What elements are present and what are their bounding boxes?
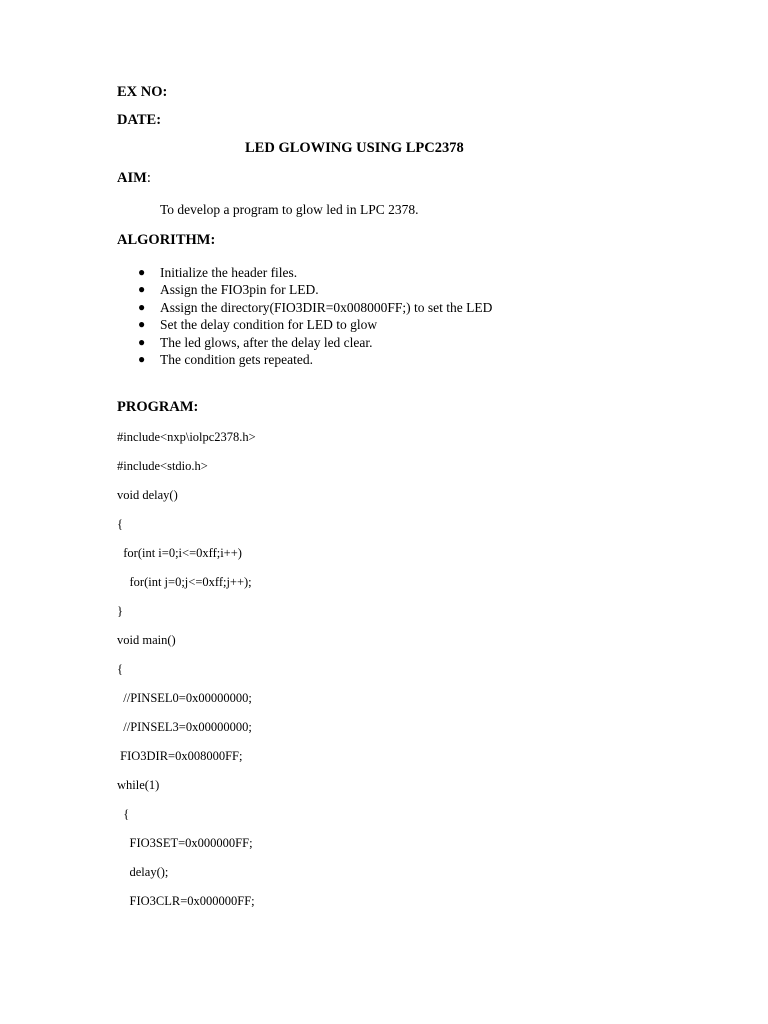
aim-colon: :	[146, 170, 151, 186]
document-title: LED GLOWING USING LPC2378	[245, 140, 464, 156]
bullet-icon: ●	[138, 282, 146, 297]
bullet-icon: ●	[138, 317, 146, 332]
code-line: #include<stdio.h>	[117, 459, 208, 473]
code-line: //PINSEL0=0x00000000;	[117, 691, 252, 705]
algorithm-step: Initialize the header files.	[160, 265, 298, 280]
code-line: FIO3SET=0x000000FF;	[117, 836, 253, 850]
code-line: {	[117, 517, 123, 531]
code-line: FIO3CLR=0x000000FF;	[117, 894, 255, 908]
code-line: {	[117, 662, 123, 676]
list-item	[134, 351, 492, 368]
aim-label: AIM	[117, 170, 147, 186]
list-item	[134, 316, 492, 333]
bullet-icon: ●	[138, 265, 146, 279]
code-line: delay();	[117, 865, 169, 879]
algorithm-heading: ALGORITHM:	[117, 232, 216, 248]
list-item	[134, 264, 492, 281]
code-line: }	[117, 604, 123, 618]
algorithm-step: Assign the FIO3pin for LED.	[160, 282, 319, 298]
program-heading: PROGRAM:	[117, 399, 199, 415]
algorithm-step: Set the delay condition for LED to glow	[160, 317, 378, 333]
list-item	[134, 334, 492, 351]
code-line: void main()	[117, 633, 176, 647]
algorithm-step: Assign the directory(FIO3DIR=0x008000FF;) to set the LED	[160, 299, 493, 315]
aim-text: To develop a program to glow led in LPC 2378.	[160, 202, 419, 217]
code-line: FIO3DIR=0x008000FF;	[117, 749, 243, 763]
list-item	[134, 281, 492, 298]
code-line: {	[117, 807, 130, 821]
date-label: DATE:	[117, 112, 162, 128]
bullet-icon: ●	[138, 299, 146, 314]
ex-no-label: EX NO:	[117, 84, 168, 100]
program-code	[117, 428, 256, 921]
code-line: //PINSEL3=0x00000000;	[117, 720, 252, 734]
code-line: while(1)	[117, 778, 160, 792]
aim-heading	[117, 170, 151, 187]
bullet-icon: ●	[138, 334, 146, 349]
code-line: void delay()	[117, 488, 178, 502]
code-line: #include<nxp\iolpc2378.h>	[117, 430, 256, 444]
list-item	[134, 299, 492, 316]
code-line: for(int j=0;j<=0xff;j++);	[117, 575, 252, 589]
bullet-icon: ●	[138, 351, 146, 366]
algorithm-list	[134, 264, 492, 368]
algorithm-step: The led glows, after the delay led clear.	[160, 334, 373, 350]
code-line: for(int i=0;i<=0xff;i++)	[117, 546, 242, 560]
algorithm-step: The condition gets repeated.	[160, 351, 313, 367]
